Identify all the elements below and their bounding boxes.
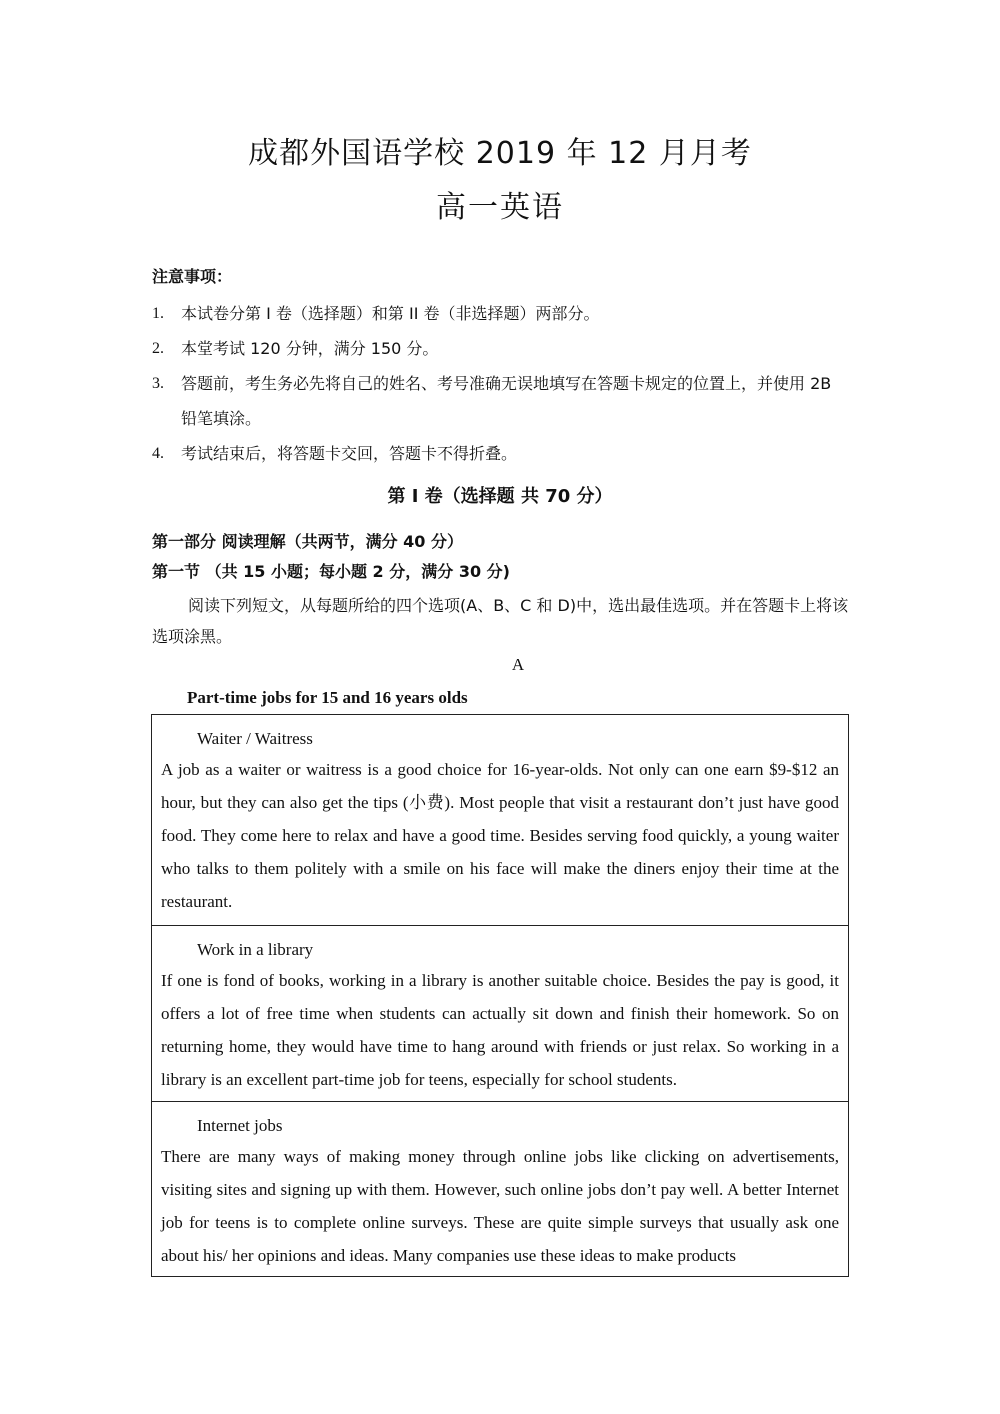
notice-item <box>152 296 852 331</box>
jobs-table <box>151 714 849 1277</box>
section-title: 第 I 卷（选择题 共 70 分） <box>387 486 613 507</box>
job-title: Work in a library <box>197 940 314 959</box>
notice-item-number: 2. <box>152 340 164 357</box>
exam-title: 成都外国语学校 2019 年 12 月月考 <box>248 136 752 171</box>
notice-item-number: 4. <box>152 445 164 462</box>
part-title: 第一部分 阅读理解（共两节，满分 40 分） <box>152 532 463 551</box>
exam-subject: 高一英语 <box>436 190 564 225</box>
notice-list <box>152 296 852 471</box>
notice-item-text: 答题前，考生务必先将自己的姓名、考号准确无误地填写在答题卡规定的位置上，并使用 2B 铅笔填涂。 <box>181 374 832 428</box>
passage-title: Part-time jobs for 15 and 16 years olds <box>187 688 468 707</box>
job-section-internet <box>152 1102 848 1276</box>
notice-item-number: 3. <box>152 375 164 392</box>
job-section-library <box>152 926 848 1102</box>
notice-heading: 注意事项： <box>152 267 233 286</box>
notice-item-number: 1. <box>152 305 164 322</box>
subsection-title: 第一节 （共 15 小题；每小题 2 分，满分 30 分) <box>152 562 510 581</box>
job-description: There are many ways of making money through online jobs like clicking on advertisements, visiting sites and signing up with them. However, such online jobs don’t pay well. A better Internet job for teens is to complete online surveys. These are quite simple surveys that usually ask one about his/ her opinions and ideas. Many companies use these ideas to make products <box>161 1147 839 1265</box>
notice-item <box>152 331 852 366</box>
job-title: Internet jobs <box>197 1116 283 1135</box>
notice-item-text: 本试卷分第 I 卷（选择题）和第 II 卷（非选择题）两部分。 <box>181 304 600 323</box>
job-section-waiter <box>152 715 848 926</box>
passage-letter: A <box>511 655 525 674</box>
job-title: Waiter / Waitress <box>197 729 313 748</box>
reading-instruction: 阅读下列短文，从每题所给的四个选项(A、B、C 和 D)中，选出最佳选项。并在答题卡上将该选项涂黑。 <box>152 596 849 646</box>
notice-item <box>152 436 852 471</box>
job-description: If one is fond of books, working in a library is another suitable choice. Besides the pay is good, it offers a lot of free time when students can actually sit down and finish their homework. So on returning home, they would have time to hang around with friends or just relax. So working in a library is an excellent part-time job for teens, especially for school students. <box>161 971 839 1089</box>
job-description: A job as a waiter or waitress is a good choice for 16-year-olds. Not only can one earn $9-$12 an hour, but they can also get the tips (小费). Most people that visit a restaurant don’t just have good food. They come here to relax and have a good time. Besides serving food quickly, a young waiter who talks to them politely with a smile on his face will make the diners enjoy their time at the restaurant. <box>161 760 839 911</box>
notice-item <box>152 366 852 436</box>
notice-item-text: 考试结束后，将答题卡交回，答题卡不得折叠。 <box>181 444 518 463</box>
notice-item-text: 本堂考试 120 分钟，满分 150 分。 <box>181 339 439 358</box>
